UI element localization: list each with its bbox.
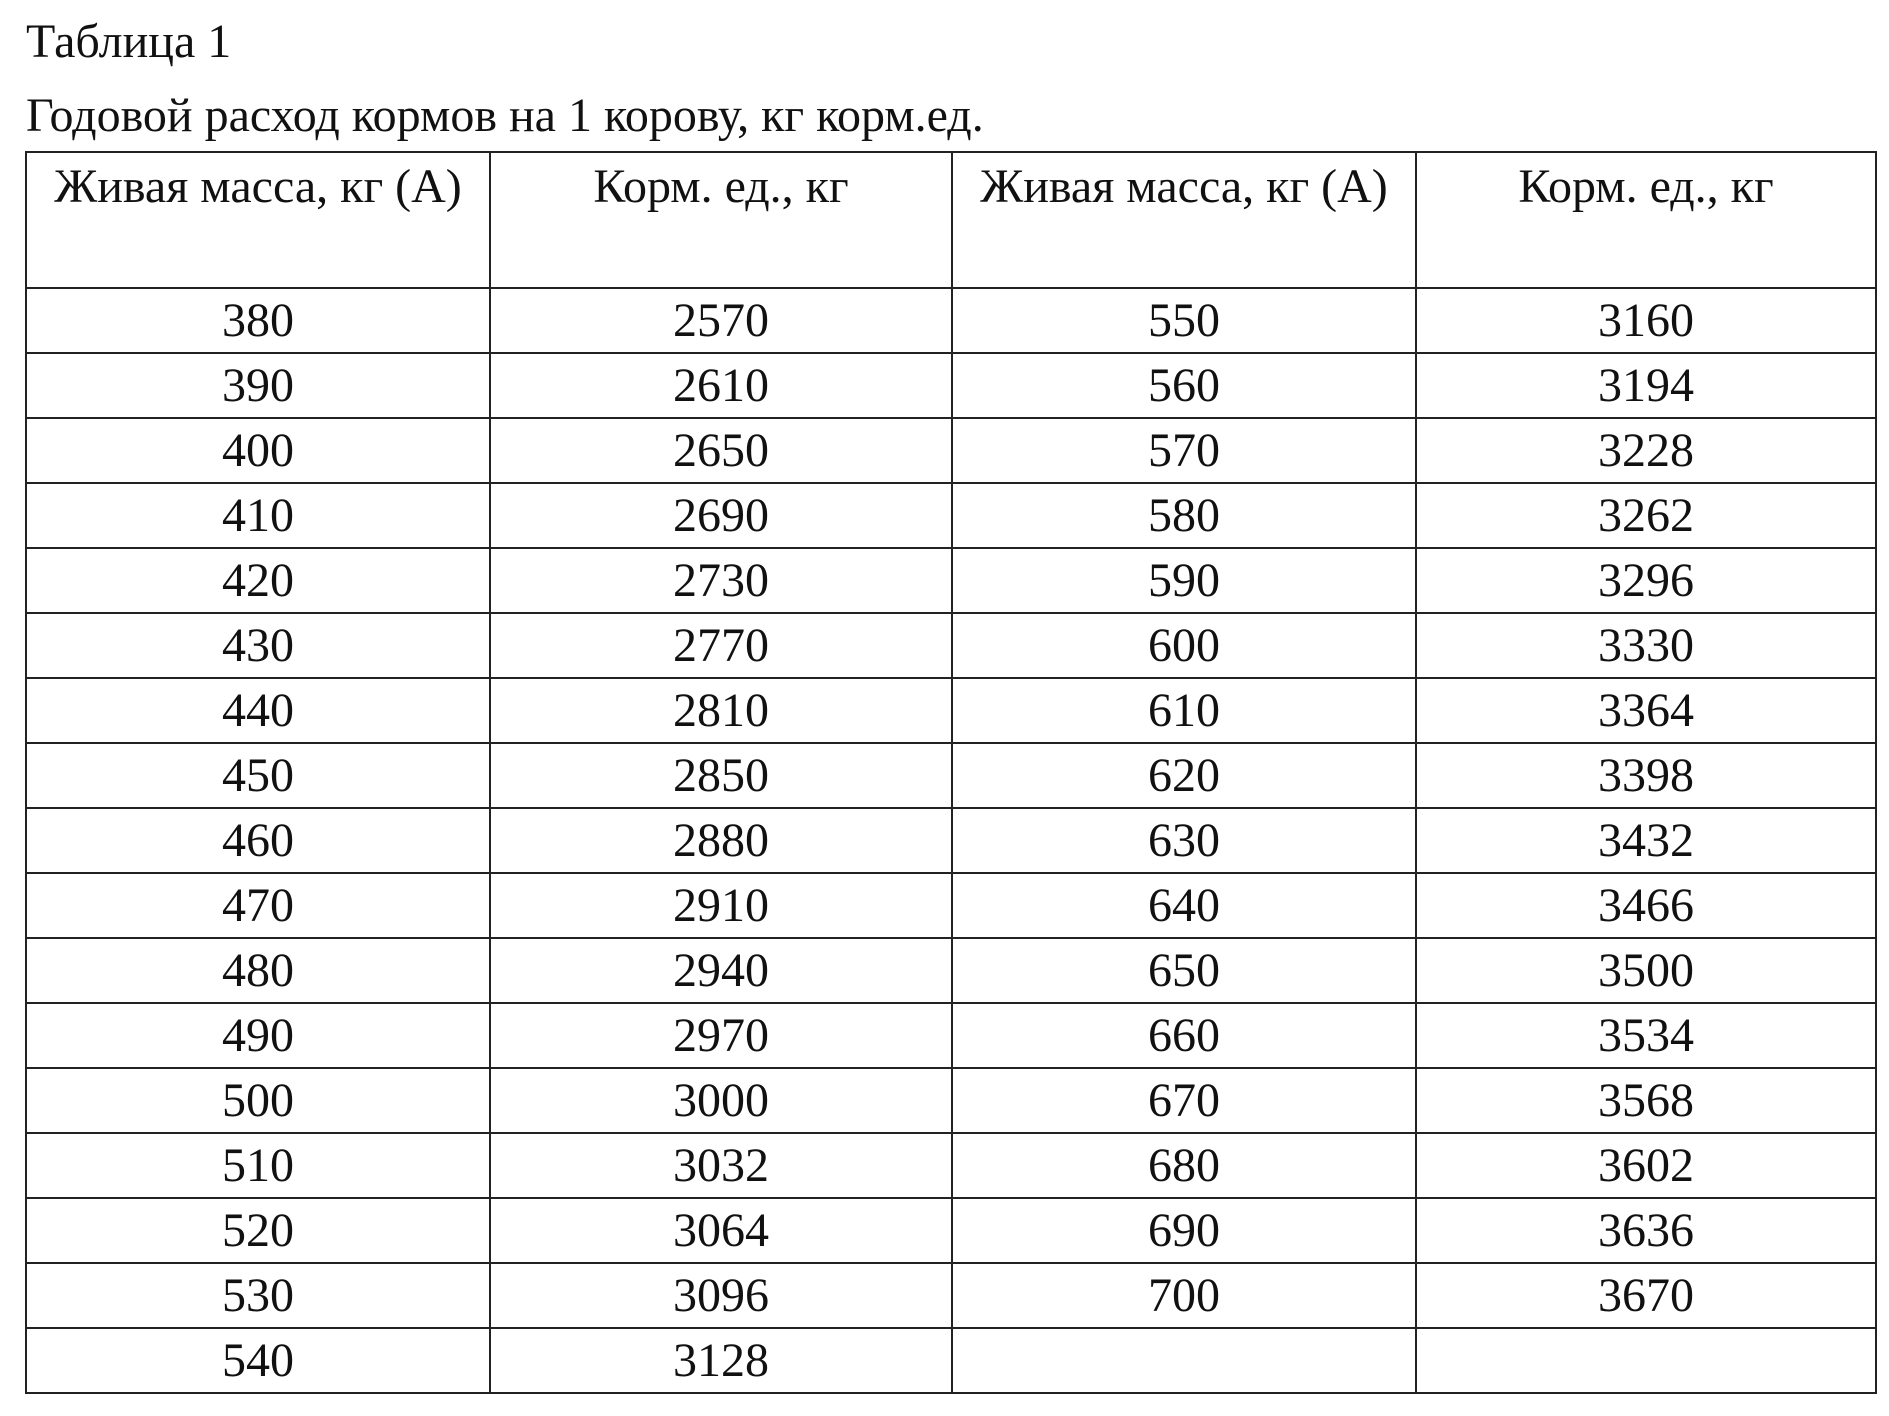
cell-live-weight-right: 590	[952, 548, 1416, 613]
feed-consumption-table	[25, 151, 1877, 1394]
table-row	[26, 1263, 1876, 1328]
cell-live-weight-left: 530	[26, 1263, 490, 1328]
cell-live-weight-left: 540	[26, 1328, 490, 1393]
cell-feed-units-right	[1416, 1328, 1876, 1393]
cell-live-weight-left: 390	[26, 353, 490, 418]
cell-live-weight-left: 440	[26, 678, 490, 743]
cell-feed-units-left: 3000	[490, 1068, 952, 1133]
cell-live-weight-left: 430	[26, 613, 490, 678]
cell-live-weight-right: 570	[952, 418, 1416, 483]
table-row	[26, 483, 1876, 548]
cell-live-weight-right: 660	[952, 1003, 1416, 1068]
cell-feed-units-right: 3364	[1416, 678, 1876, 743]
cell-live-weight-left: 400	[26, 418, 490, 483]
cell-feed-units-left: 2970	[490, 1003, 952, 1068]
cell-feed-units-left: 3064	[490, 1198, 952, 1263]
table-row	[26, 1133, 1876, 1198]
header-live-weight-left: Живая масса, кг (А)	[26, 152, 490, 288]
cell-feed-units-right: 3670	[1416, 1263, 1876, 1328]
cell-feed-units-right: 3194	[1416, 353, 1876, 418]
cell-feed-units-right: 3262	[1416, 483, 1876, 548]
cell-live-weight-left: 510	[26, 1133, 490, 1198]
cell-live-weight-right	[952, 1328, 1416, 1393]
table-row	[26, 1198, 1876, 1263]
cell-live-weight-right: 580	[952, 483, 1416, 548]
cell-live-weight-right: 680	[952, 1133, 1416, 1198]
cell-feed-units-right: 3432	[1416, 808, 1876, 873]
cell-live-weight-left: 480	[26, 938, 490, 1003]
cell-feed-units-left: 2810	[490, 678, 952, 743]
cell-live-weight-right: 690	[952, 1198, 1416, 1263]
table-row	[26, 613, 1876, 678]
cell-live-weight-left: 490	[26, 1003, 490, 1068]
cell-live-weight-right: 550	[952, 288, 1416, 353]
table-row	[26, 678, 1876, 743]
table-title: Годовой расход кормов на 1 корову, кг корм.ед.	[26, 89, 984, 142]
table-label: Таблица 1	[26, 15, 232, 68]
cell-feed-units-left: 2570	[490, 288, 952, 353]
cell-live-weight-right: 610	[952, 678, 1416, 743]
cell-feed-units-right: 3398	[1416, 743, 1876, 808]
table-body	[26, 288, 1876, 1393]
cell-feed-units-left: 2650	[490, 418, 952, 483]
cell-feed-units-left: 2690	[490, 483, 952, 548]
cell-live-weight-right: 560	[952, 353, 1416, 418]
cell-feed-units-right: 3602	[1416, 1133, 1876, 1198]
cell-feed-units-right: 3330	[1416, 613, 1876, 678]
table-row	[26, 1328, 1876, 1393]
cell-live-weight-right: 640	[952, 873, 1416, 938]
table-row	[26, 1068, 1876, 1133]
cell-feed-units-left: 2610	[490, 353, 952, 418]
cell-feed-units-left: 2850	[490, 743, 952, 808]
table-row	[26, 938, 1876, 1003]
cell-live-weight-left: 520	[26, 1198, 490, 1263]
cell-live-weight-right: 670	[952, 1068, 1416, 1133]
cell-live-weight-left: 500	[26, 1068, 490, 1133]
cell-feed-units-left: 2940	[490, 938, 952, 1003]
table-row	[26, 808, 1876, 873]
table-row	[26, 353, 1876, 418]
cell-live-weight-left: 380	[26, 288, 490, 353]
cell-live-weight-left: 460	[26, 808, 490, 873]
cell-live-weight-left: 420	[26, 548, 490, 613]
cell-feed-units-left: 2730	[490, 548, 952, 613]
cell-live-weight-left: 470	[26, 873, 490, 938]
cell-feed-units-left: 3096	[490, 1263, 952, 1328]
cell-live-weight-right: 630	[952, 808, 1416, 873]
header-feed-units-right: Корм. ед., кг	[1416, 152, 1876, 288]
cell-feed-units-right: 3466	[1416, 873, 1876, 938]
cell-feed-units-right: 3228	[1416, 418, 1876, 483]
table-row	[26, 873, 1876, 938]
cell-feed-units-left: 2770	[490, 613, 952, 678]
header-live-weight-right: Живая масса, кг (А)	[952, 152, 1416, 288]
cell-feed-units-right: 3160	[1416, 288, 1876, 353]
cell-live-weight-left: 410	[26, 483, 490, 548]
header-feed-units-left: Корм. ед., кг	[490, 152, 952, 288]
cell-live-weight-left: 450	[26, 743, 490, 808]
cell-feed-units-right: 3500	[1416, 938, 1876, 1003]
cell-feed-units-left: 2910	[490, 873, 952, 938]
table-row	[26, 418, 1876, 483]
cell-feed-units-right: 3568	[1416, 1068, 1876, 1133]
cell-live-weight-right: 620	[952, 743, 1416, 808]
table-row	[26, 743, 1876, 808]
cell-feed-units-left: 3032	[490, 1133, 952, 1198]
table-row	[26, 548, 1876, 613]
cell-feed-units-right: 3296	[1416, 548, 1876, 613]
table-row	[26, 288, 1876, 353]
cell-feed-units-left: 2880	[490, 808, 952, 873]
cell-feed-units-right: 3534	[1416, 1003, 1876, 1068]
cell-live-weight-right: 700	[952, 1263, 1416, 1328]
table-row	[26, 1003, 1876, 1068]
cell-feed-units-left: 3128	[490, 1328, 952, 1393]
cell-live-weight-right: 600	[952, 613, 1416, 678]
table-header-row	[26, 152, 1876, 288]
cell-feed-units-right: 3636	[1416, 1198, 1876, 1263]
cell-live-weight-right: 650	[952, 938, 1416, 1003]
